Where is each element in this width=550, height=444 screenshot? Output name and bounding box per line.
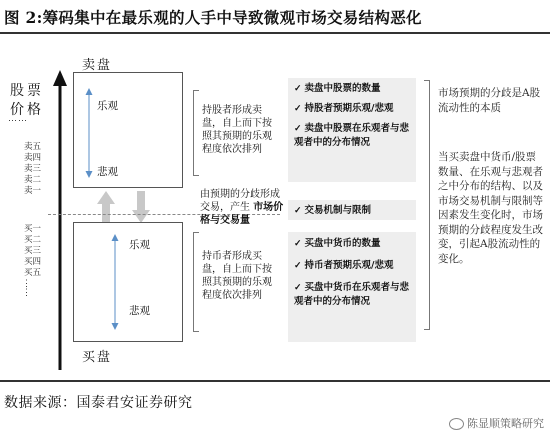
right-summary: 市场预期的分歧是A股流动性的本质 — [438, 87, 541, 114]
mechanism-panel — [288, 200, 416, 220]
axis-dots-top: ⋯⋯ — [8, 116, 28, 126]
buy-box-title: 买盘 — [82, 350, 113, 365]
buy-factors-panel — [288, 232, 416, 342]
up-arrow — [97, 191, 115, 223]
buy-factor-2: ✓ 持币者预期乐观/悲观 — [294, 260, 394, 271]
right-explanation: 当买卖盘中货币/股票数量、在乐观与悲观者之中分布的结构、以及市场交易机制与限制等因素发生变化时，市场预期的分歧程度发生改变，引起A股流动性的变化。 — [438, 151, 543, 265]
buy-note: 持币者形成买盘，自上而下按照其预期的乐观程度依次排列 — [202, 251, 272, 301]
down-arrow — [132, 191, 150, 223]
middle-note-line1: 由预期的分歧形成交易，产生 — [200, 189, 280, 213]
check-icon: ✓ — [294, 261, 302, 271]
sell-note: 持股者形成卖盘，自上而下按照其预期的乐观程度依次排列 — [202, 105, 272, 155]
buy-ticks — [24, 224, 52, 279]
sell-range-arrow — [84, 88, 94, 178]
right-bracket — [424, 80, 430, 330]
axis-label-line2: 价格 — [10, 102, 44, 118]
tick-sell-4: 卖四 — [24, 153, 42, 163]
wechat-icon — [449, 418, 464, 430]
buy-range-arrow — [110, 234, 120, 330]
axis-dots-bottom: ⋮ ⋮ — [22, 279, 31, 298]
source-note: 数据来源：国泰君安证券研究 — [4, 395, 193, 411]
figure-title: 图 2:筹码集中在最乐观的人手中导致微观市场交易结构恶化 — [4, 8, 422, 27]
sell-factor-2: ✓ 持股者预期乐观/悲观 — [294, 103, 394, 114]
buy-note-bracket — [193, 232, 199, 332]
exchange-arrows — [91, 190, 161, 224]
middle-factor: ✓ 交易机制与限制 — [294, 205, 372, 216]
buy-factor-3: ✓ 买盘中货币在乐观者与悲观者中的分布情况 — [294, 282, 410, 307]
sell-pessimistic-label: 悲观 — [97, 166, 118, 178]
tick-buy-3: 买三 — [24, 246, 42, 256]
middle-note-line2: 市场价格与交易量 — [200, 202, 284, 226]
tick-buy-2: 买二 — [24, 235, 42, 245]
price-axis-arrow — [52, 70, 68, 370]
tick-sell-3: 卖三 — [24, 164, 42, 174]
axis-label-line1: 股票 — [10, 83, 44, 99]
middle-note — [200, 188, 288, 227]
check-icon: ✓ — [294, 124, 302, 134]
title-rule — [0, 32, 550, 34]
sell-note-bracket — [193, 90, 199, 176]
sell-box-title: 卖盘 — [82, 58, 113, 73]
tick-sell-1: 卖一 — [24, 186, 42, 196]
check-icon: ✓ — [294, 283, 302, 293]
buy-optimistic-label: 乐观 — [129, 239, 150, 251]
sell-ticks — [24, 142, 52, 197]
buy-box — [73, 222, 183, 342]
check-icon: ✓ — [294, 84, 302, 94]
tick-buy-4: 买四 — [24, 257, 42, 267]
buy-pessimistic-label: 悲观 — [129, 305, 150, 317]
sell-factor-3: ✓ 卖盘中股票在乐观者与悲观者中的分布情况 — [294, 123, 410, 148]
footer-rule — [0, 380, 550, 382]
watermark: 陈显顺策略研究 — [449, 415, 544, 431]
sell-optimistic-label: 乐观 — [97, 100, 118, 112]
sell-factor-1: ✓ 卖盘中股票的数量 — [294, 83, 381, 94]
sell-factors-panel — [288, 78, 416, 182]
check-icon: ✓ — [294, 104, 302, 114]
tick-sell-2: 卖二 — [24, 175, 42, 185]
check-icon: ✓ — [294, 206, 302, 216]
tick-sell-5: 卖五 — [24, 142, 42, 152]
check-icon: ✓ — [294, 239, 302, 249]
tick-buy-5: 买五 — [24, 268, 42, 278]
buy-factor-1: ✓ 买盘中货币的数量 — [294, 238, 381, 249]
tick-buy-1: 买一 — [24, 224, 42, 234]
